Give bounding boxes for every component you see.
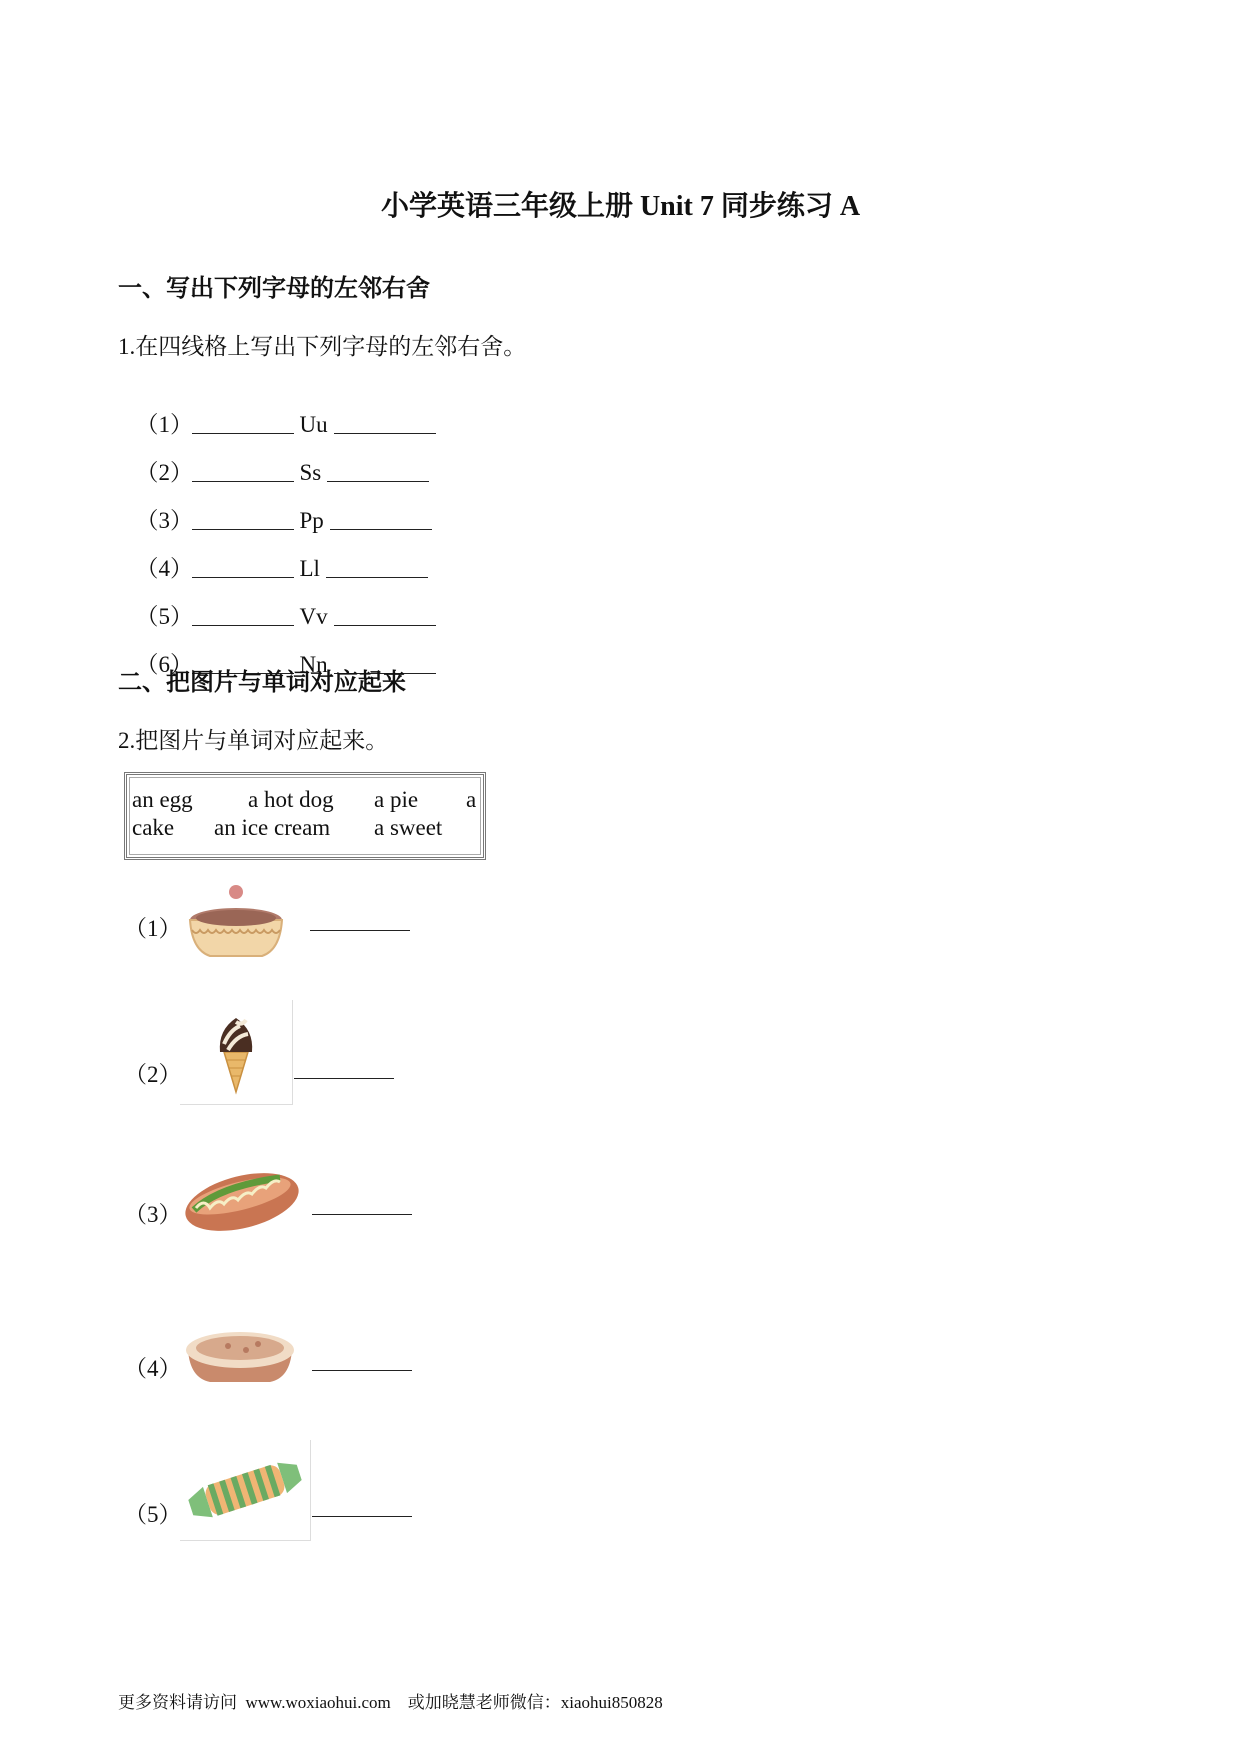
item-number: （3） <box>135 508 193 533</box>
item-number: （1） <box>124 916 182 941</box>
item-number: （4） <box>124 1356 182 1381</box>
ice-cream-icon <box>180 1000 293 1105</box>
word-bank-item: an egg <box>132 787 193 812</box>
word-bank-item: a hot dog <box>248 787 334 812</box>
word-bank-box <box>124 772 486 860</box>
hot-dog-icon <box>180 1150 304 1246</box>
item-number: （6） <box>135 652 193 677</box>
question-1: 1.在四线格上写出下列字母的左邻右舍。 <box>118 334 527 359</box>
footer-text: 更多资料请访问 www.woxiaohui.com 或加晓慧老师微信：xiaohui850828 <box>118 1693 663 1712</box>
answer-blank[interactable] <box>294 1056 394 1079</box>
letter-pair: Nn <box>299 652 328 677</box>
item-number: （5） <box>135 604 193 629</box>
item-number: （1） <box>135 412 193 437</box>
item-number: （5） <box>124 1502 182 1527</box>
sweet-icon <box>180 1440 311 1541</box>
answer-blank[interactable] <box>312 1494 412 1517</box>
section-heading-1: 一、写出下列字母的左邻右舍 <box>118 276 430 302</box>
word-bank-item: cake <box>132 815 175 840</box>
page-title: 小学英语三年级上册 Unit 7 同步练习 A <box>380 191 861 222</box>
answer-blank[interactable] <box>312 1192 412 1215</box>
section-heading-2: 二、把图片与单词对应起来 <box>118 670 406 696</box>
letter-pair: Pp <box>299 508 324 533</box>
item-number: （2） <box>124 1062 182 1087</box>
word-bank-item: a pie <box>374 787 419 812</box>
tart-icon <box>180 880 292 976</box>
letter-pair: Ss <box>299 460 322 485</box>
letter-pair: Vv <box>299 604 328 629</box>
question-2: 2.把图片与单词对应起来。 <box>118 728 389 753</box>
pie-icon <box>180 1300 300 1396</box>
word-bank-item: an ice cream <box>214 815 331 840</box>
word-bank-item: a sweet <box>374 815 443 840</box>
item-number: （3） <box>124 1202 182 1227</box>
answer-blank[interactable] <box>310 908 410 931</box>
item-number: （2） <box>135 460 193 485</box>
item-number: （4） <box>135 556 193 581</box>
answer-blank[interactable] <box>312 1348 412 1371</box>
letter-pair: Uu <box>299 412 328 437</box>
word-bank-item: a <box>466 787 477 812</box>
letter-pair: Ll <box>299 556 320 581</box>
